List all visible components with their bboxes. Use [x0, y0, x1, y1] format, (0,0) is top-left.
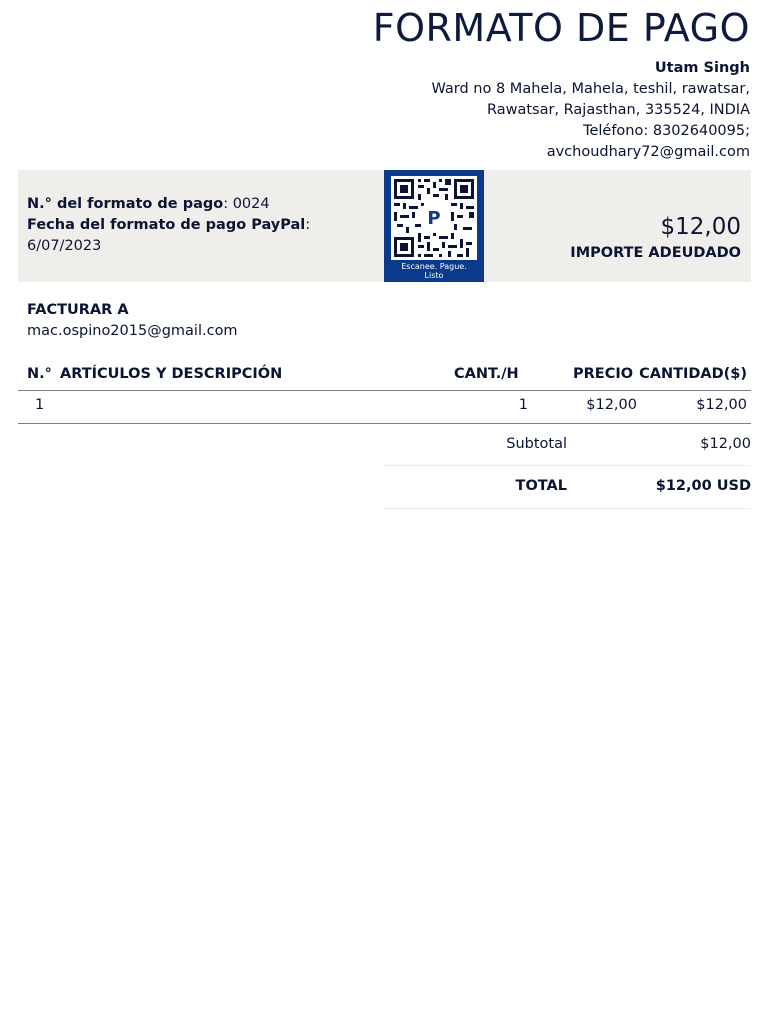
seller-name: Utam Singh: [654, 60, 750, 76]
invoice-number-value: : 0024: [223, 196, 270, 212]
column-header-price: PRECIO: [573, 366, 634, 382]
invoice-date-value: 6/07/2023: [27, 238, 102, 254]
summary-band: [18, 170, 751, 282]
seller-address-line2: Rawatsar, Rajasthan, 335524, INDIA: [486, 102, 750, 118]
subtotal-row: [384, 425, 751, 466]
paypal-qr-code[interactable]: [384, 170, 484, 282]
seller-phone: Teléfono: 8302640095;: [583, 123, 750, 139]
total-label: TOTAL: [515, 478, 567, 494]
row-amount: $12,00: [696, 397, 747, 413]
column-header-qty: CANT./H: [454, 366, 519, 382]
bill-to-label: FACTURAR A: [27, 302, 129, 318]
items-table-header: [18, 366, 751, 391]
invoice-date-colon: :: [305, 217, 311, 233]
column-header-amount: CANTIDAD($): [639, 366, 747, 382]
row-no: 1: [35, 397, 45, 413]
row-qty: 1: [518, 397, 528, 413]
svg-text:P: P: [427, 208, 441, 229]
page-title: FORMATO DE PAGO: [372, 6, 750, 50]
invoice-number: [27, 194, 347, 215]
row-price: $12,00: [586, 397, 637, 413]
qr-code-icon: [391, 176, 477, 260]
invoice-meta: [27, 194, 347, 257]
column-header-items: ARTÍCULOS Y DESCRIPCIÓN: [60, 366, 283, 382]
invoice-date: [27, 215, 347, 236]
invoice-date-label: Fecha del formato de pago PayPal: [27, 217, 306, 233]
subtotal-value: $12,00: [700, 436, 751, 452]
amount-due-value: $12,00: [660, 214, 741, 240]
invoice-number-label: N.° del formato de pago: [27, 196, 224, 212]
qr-caption: [384, 262, 484, 280]
seller-address-line1: Ward no 8 Mahela, Mahela, teshil, rawatsar,: [431, 81, 750, 97]
qr-caption-line2: Listo: [424, 271, 444, 280]
amount-due-label: IMPORTE ADEUDADO: [570, 245, 741, 261]
total-row: [384, 466, 751, 509]
seller-email[interactable]: avchoudhary72@gmail.com: [546, 144, 750, 160]
subtotal-label: Subtotal: [506, 436, 567, 452]
table-row: [18, 391, 751, 424]
qr-caption-line1: Escanee. Pague.: [401, 262, 467, 271]
bill-to-email[interactable]: mac.ospino2015@gmail.com: [27, 323, 238, 339]
total-value: $12,00 USD: [655, 478, 751, 494]
column-header-no: N.°: [27, 366, 52, 382]
seller-info: [431, 58, 750, 163]
bill-to: [27, 300, 238, 342]
